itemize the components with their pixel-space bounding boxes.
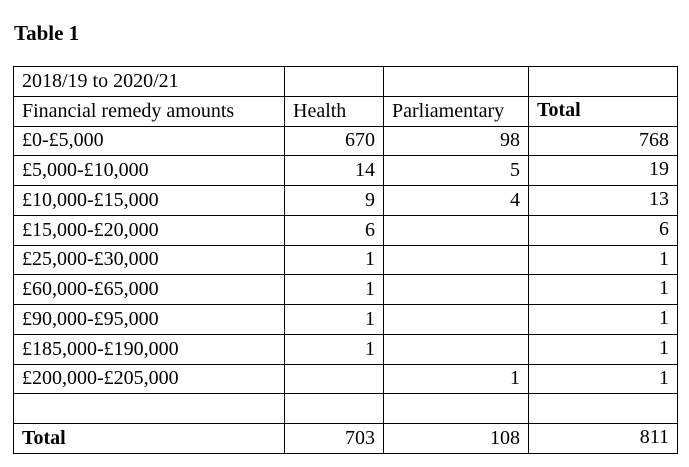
- financial-remedy-table: [13, 66, 678, 454]
- parliamentary-count-cell: 5: [384, 156, 529, 186]
- total-count-cell: 1: [529, 364, 678, 394]
- table-row: [14, 334, 678, 364]
- total-grand-total-cell: 811: [529, 424, 678, 454]
- total-count-cell: 1: [529, 245, 678, 275]
- table-row: [14, 126, 678, 156]
- empty-cell: [529, 67, 678, 97]
- health-count-cell: 14: [285, 156, 384, 186]
- empty-cell: [285, 67, 384, 97]
- parliamentary-count-cell: [384, 305, 529, 335]
- health-count-cell: 9: [285, 186, 384, 216]
- health-grand-total-cell: 703: [285, 424, 384, 454]
- amount-range-cell: £200,000-£205,000: [14, 364, 285, 394]
- total-count-cell: 768: [529, 126, 678, 156]
- amount-range-cell: £5,000-£10,000: [14, 156, 285, 186]
- health-count-cell: 670: [285, 126, 384, 156]
- health-count-cell: 1: [285, 245, 384, 275]
- amount-range-cell: £15,000-£20,000: [14, 215, 285, 245]
- header-row: [14, 96, 678, 126]
- table-row: [14, 215, 678, 245]
- parliamentary-grand-total-cell: 108: [384, 424, 529, 454]
- total-count-cell: 1: [529, 305, 678, 335]
- total-count-cell: [529, 394, 678, 424]
- amount-range-cell: £60,000-£65,000: [14, 275, 285, 305]
- period-range-cell: 2018/19 to 2020/21: [14, 67, 285, 97]
- total-count-cell: 1: [529, 334, 678, 364]
- total-count-cell: 13: [529, 186, 678, 216]
- health-count-cell: [285, 364, 384, 394]
- parliamentary-count-cell: [384, 334, 529, 364]
- health-count-cell: 1: [285, 275, 384, 305]
- table-row: [14, 156, 678, 186]
- amount-range-cell: £185,000-£190,000: [14, 334, 285, 364]
- amount-range-cell: £10,000-£15,000: [14, 186, 285, 216]
- parliamentary-count-cell: [384, 394, 529, 424]
- parliamentary-count-cell: 4: [384, 186, 529, 216]
- amount-range-cell: £25,000-£30,000: [14, 245, 285, 275]
- table-row-empty: [14, 394, 678, 424]
- header-total: Total: [529, 96, 678, 126]
- health-count-cell: 1: [285, 305, 384, 335]
- parliamentary-count-cell: [384, 275, 529, 305]
- health-count-cell: 6: [285, 215, 384, 245]
- header-health: Health: [285, 96, 384, 126]
- table-row: [14, 364, 678, 394]
- health-count-cell: 1: [285, 334, 384, 364]
- parliamentary-count-cell: [384, 215, 529, 245]
- table-row: [14, 275, 678, 305]
- amount-range-cell: [14, 394, 285, 424]
- table-row: [14, 186, 678, 216]
- amount-range-cell: £90,000-£95,000: [14, 305, 285, 335]
- health-count-cell: [285, 394, 384, 424]
- parliamentary-count-cell: [384, 245, 529, 275]
- empty-cell: [384, 67, 529, 97]
- table-title: Table 1: [14, 21, 80, 45]
- total-count-cell: 19: [529, 156, 678, 186]
- parliamentary-count-cell: 98: [384, 126, 529, 156]
- table-row: [14, 245, 678, 275]
- grand-total-label-cell: Total: [14, 424, 285, 454]
- header-parliamentary: Parliamentary: [384, 96, 529, 126]
- grand-total-row: [14, 424, 678, 454]
- header-financial-remedy-amounts: Financial remedy amounts: [14, 96, 285, 126]
- parliamentary-count-cell: 1: [384, 364, 529, 394]
- amount-range-cell: £0-£5,000: [14, 126, 285, 156]
- total-count-cell: 6: [529, 215, 678, 245]
- total-count-cell: 1: [529, 275, 678, 305]
- period-row: [14, 67, 678, 97]
- table-row: [14, 305, 678, 335]
